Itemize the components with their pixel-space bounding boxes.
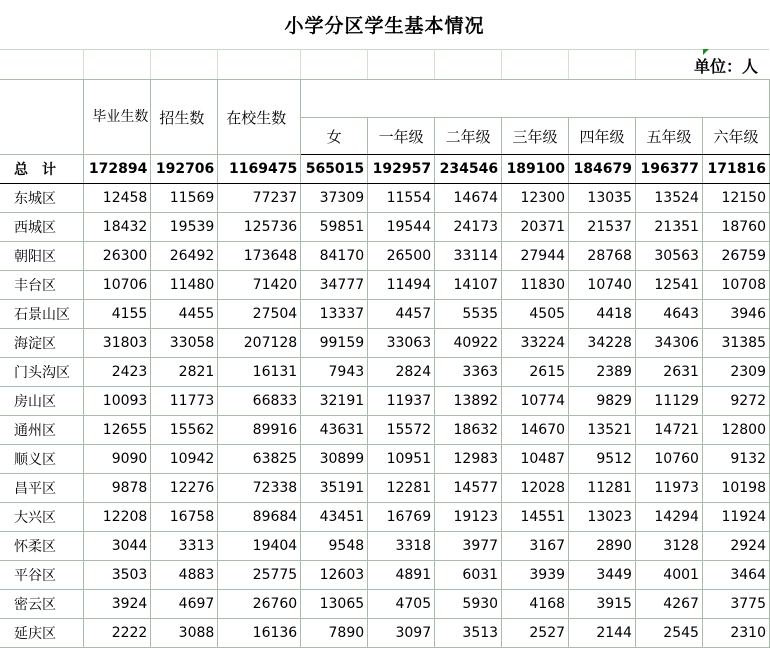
blank-cell[interactable] [368,49,435,79]
blank-cell[interactable] [84,49,151,79]
value-cell[interactable]: 5930 [435,590,502,619]
sheet-title[interactable]: 小学分区学生基本情况 [0,0,769,50]
table-row [0,416,770,445]
value-cell[interactable]: 35191 [301,474,368,503]
value-cell[interactable]: 3946 [702,300,769,329]
value-cell[interactable]: 1169475 [218,155,301,184]
total-row [0,155,770,184]
blank-cell[interactable] [218,49,301,79]
value-cell[interactable]: 26300 [84,242,151,271]
value-cell[interactable]: 196377 [635,155,702,184]
blank-header-cell[interactable] [0,80,84,155]
value-cell[interactable]: 207128 [218,329,301,358]
blank-cell[interactable] [435,49,502,79]
value-cell[interactable]: 11937 [368,387,435,416]
value-cell[interactable]: 3977 [435,532,502,561]
header-grade1[interactable]: 一年级 [368,118,435,155]
value-cell[interactable]: 4418 [569,300,636,329]
value-cell[interactable]: 11129 [635,387,702,416]
value-cell[interactable]: 4001 [635,561,702,590]
value-cell[interactable]: 13065 [301,590,368,619]
table-row [0,503,770,532]
value-cell[interactable]: 12028 [502,474,569,503]
value-cell[interactable]: 18432 [84,213,151,242]
district-name-cell[interactable]: 朝阳区 [0,242,84,271]
value-cell[interactable]: 27504 [218,300,301,329]
value-cell[interactable]: 63825 [218,445,301,474]
value-cell[interactable]: 12983 [435,445,502,474]
value-cell[interactable]: 12300 [502,184,569,213]
table-row [0,474,770,503]
value-cell[interactable]: 4891 [368,561,435,590]
district-name-cell[interactable]: 丰台区 [0,271,84,300]
value-cell[interactable]: 4643 [635,300,702,329]
value-cell[interactable]: 3775 [702,590,769,619]
value-cell[interactable]: 3924 [84,590,151,619]
value-cell[interactable]: 2615 [502,358,569,387]
value-cell[interactable]: 3449 [569,561,636,590]
value-cell[interactable]: 12276 [151,474,218,503]
value-cell[interactable]: 234546 [435,155,502,184]
value-cell[interactable]: 12281 [368,474,435,503]
value-cell[interactable]: 2821 [151,358,218,387]
value-cell[interactable]: 3044 [84,532,151,561]
value-cell[interactable]: 2545 [635,619,702,648]
value-cell[interactable]: 19539 [151,213,218,242]
district-name-cell[interactable]: 房山区 [0,387,84,416]
value-cell[interactable]: 12603 [301,561,368,590]
value-cell[interactable]: 9878 [84,474,151,503]
value-cell[interactable]: 99159 [301,329,368,358]
value-cell[interactable]: 14577 [435,474,502,503]
value-cell[interactable]: 33058 [151,329,218,358]
value-cell[interactable]: 59851 [301,213,368,242]
value-cell[interactable]: 11924 [702,503,769,532]
value-cell[interactable]: 33224 [502,329,569,358]
value-cell[interactable]: 4505 [502,300,569,329]
value-cell[interactable]: 13524 [635,184,702,213]
value-cell[interactable]: 2631 [635,358,702,387]
value-cell[interactable]: 11554 [368,184,435,213]
value-cell[interactable]: 2222 [84,619,151,648]
value-cell[interactable]: 14670 [502,416,569,445]
value-cell[interactable]: 3097 [368,619,435,648]
value-cell[interactable]: 13337 [301,300,368,329]
value-cell[interactable]: 12655 [84,416,151,445]
value-cell[interactable]: 14674 [435,184,502,213]
district-name-cell[interactable]: 延庆区 [0,619,84,648]
value-cell[interactable]: 84170 [301,242,368,271]
blank-cell[interactable] [0,49,84,79]
value-cell[interactable]: 11830 [502,271,569,300]
value-cell[interactable]: 71420 [218,271,301,300]
value-cell[interactable]: 3503 [84,561,151,590]
value-cell[interactable]: 89684 [218,503,301,532]
district-name-cell[interactable]: 总 计 [0,155,84,184]
district-name-cell[interactable]: 大兴区 [0,503,84,532]
value-cell[interactable]: 9090 [84,445,151,474]
table-row [0,184,770,213]
blank-cell[interactable] [301,49,368,79]
value-cell[interactable]: 11281 [569,474,636,503]
value-cell[interactable]: 20371 [502,213,569,242]
district-name-cell[interactable]: 通州区 [0,416,84,445]
value-cell[interactable]: 19544 [368,213,435,242]
value-cell[interactable]: 192957 [368,155,435,184]
value-cell[interactable]: 125736 [218,213,301,242]
value-cell[interactable]: 32191 [301,387,368,416]
table-row [0,387,770,416]
value-cell[interactable]: 3318 [368,532,435,561]
value-cell[interactable]: 34777 [301,271,368,300]
value-cell[interactable]: 3128 [635,532,702,561]
value-cell[interactable]: 21351 [635,213,702,242]
district-name-cell[interactable]: 顺义区 [0,445,84,474]
table-row [0,271,770,300]
district-name-cell[interactable]: 西城区 [0,213,84,242]
value-cell[interactable]: 30563 [635,242,702,271]
value-cell[interactable]: 13035 [569,184,636,213]
value-cell[interactable]: 2309 [702,358,769,387]
value-cell[interactable]: 4883 [151,561,218,590]
header-grade4[interactable]: 四年级 [569,118,636,155]
value-cell[interactable]: 172894 [84,155,151,184]
value-cell[interactable]: 28768 [569,242,636,271]
value-cell[interactable]: 4267 [635,590,702,619]
value-cell[interactable]: 37309 [301,184,368,213]
value-cell[interactable]: 173648 [218,242,301,271]
header-enrolled[interactable]: 招生数 [151,80,218,155]
header-grade6[interactable]: 六年级 [702,118,769,155]
district-name-cell[interactable]: 怀柔区 [0,532,84,561]
table-row [0,590,770,619]
value-cell[interactable]: 11494 [368,271,435,300]
value-cell[interactable]: 33063 [368,329,435,358]
header-merged-blank[interactable] [301,80,770,118]
value-cell[interactable]: 7943 [301,358,368,387]
value-cell[interactable]: 2144 [569,619,636,648]
value-cell[interactable]: 3939 [502,561,569,590]
value-cell[interactable]: 3167 [502,532,569,561]
table-row [0,358,770,387]
header-grade2[interactable]: 二年级 [435,118,502,155]
value-cell[interactable]: 26759 [702,242,769,271]
value-cell[interactable]: 10740 [569,271,636,300]
value-cell[interactable]: 5535 [435,300,502,329]
header-grade3[interactable]: 三年级 [502,118,569,155]
value-cell[interactable]: 4455 [151,300,218,329]
data-table [0,79,770,648]
value-cell[interactable]: 21537 [569,213,636,242]
value-cell[interactable]: 2423 [84,358,151,387]
district-name-cell[interactable]: 石景山区 [0,300,84,329]
header-in-school[interactable]: 在校生数 [218,80,301,155]
value-cell[interactable]: 9512 [569,445,636,474]
unit-row [0,49,770,79]
value-cell[interactable]: 11773 [151,387,218,416]
table-row [0,619,770,648]
value-cell[interactable]: 2389 [569,358,636,387]
value-cell[interactable]: 34306 [635,329,702,358]
value-cell[interactable]: 11480 [151,271,218,300]
value-cell[interactable]: 26760 [218,590,301,619]
value-cell[interactable]: 12208 [84,503,151,532]
value-cell[interactable]: 14721 [635,416,702,445]
table-row [0,300,770,329]
value-cell[interactable]: 2310 [702,619,769,648]
value-cell[interactable]: 4155 [84,300,151,329]
value-cell[interactable]: 24173 [435,213,502,242]
value-cell[interactable]: 565015 [301,155,368,184]
value-cell[interactable]: 12800 [702,416,769,445]
value-cell[interactable]: 33114 [435,242,502,271]
value-cell[interactable]: 34228 [569,329,636,358]
value-cell[interactable]: 2824 [368,358,435,387]
header-female[interactable]: 女 [301,118,368,155]
table-row [0,532,770,561]
value-cell[interactable]: 16758 [151,503,218,532]
table-row [0,213,770,242]
value-cell[interactable]: 13892 [435,387,502,416]
value-cell[interactable]: 12541 [635,271,702,300]
value-cell[interactable]: 11973 [635,474,702,503]
value-cell[interactable]: 10706 [84,271,151,300]
value-cell[interactable]: 43451 [301,503,368,532]
value-cell[interactable]: 3313 [151,532,218,561]
table-row [0,329,770,358]
value-cell[interactable]: 2527 [502,619,569,648]
value-cell[interactable]: 25775 [218,561,301,590]
value-cell[interactable]: 9829 [569,387,636,416]
value-cell[interactable]: 12458 [84,184,151,213]
value-cell[interactable]: 192706 [151,155,218,184]
value-cell[interactable]: 89916 [218,416,301,445]
value-cell[interactable]: 30899 [301,445,368,474]
value-cell[interactable]: 72338 [218,474,301,503]
value-cell[interactable]: 4168 [502,590,569,619]
value-cell[interactable]: 26492 [151,242,218,271]
value-cell[interactable]: 3088 [151,619,218,648]
value-cell[interactable]: 3915 [569,590,636,619]
district-name-cell[interactable]: 门头沟区 [0,358,84,387]
value-cell[interactable]: 19404 [218,532,301,561]
value-cell[interactable]: 184679 [569,155,636,184]
value-cell[interactable]: 4697 [151,590,218,619]
district-name-cell[interactable]: 平谷区 [0,561,84,590]
value-cell[interactable]: 13023 [569,503,636,532]
value-cell[interactable]: 2924 [702,532,769,561]
value-cell[interactable]: 10760 [635,445,702,474]
value-cell[interactable]: 189100 [502,155,569,184]
value-cell[interactable]: 4705 [368,590,435,619]
value-cell[interactable]: 18632 [435,416,502,445]
blank-cell[interactable] [569,49,636,79]
value-cell[interactable]: 15572 [368,416,435,445]
value-cell[interactable]: 14551 [502,503,569,532]
unit-label[interactable]: 单位：人 [693,57,758,76]
value-cell[interactable]: 16131 [218,358,301,387]
value-cell[interactable]: 31385 [702,329,769,358]
value-cell[interactable]: 12150 [702,184,769,213]
district-name-cell[interactable]: 密云区 [0,590,84,619]
district-name-cell[interactable]: 海淀区 [0,329,84,358]
value-cell[interactable]: 14294 [635,503,702,532]
value-cell[interactable]: 10198 [702,474,769,503]
value-cell[interactable]: 14107 [435,271,502,300]
district-name-cell[interactable]: 东城区 [0,184,84,213]
header-grade5[interactable]: 五年级 [635,118,702,155]
comment-indicator-icon [703,49,709,55]
district-name-cell[interactable]: 昌平区 [0,474,84,503]
value-cell[interactable]: 9132 [702,445,769,474]
blank-cell[interactable] [502,49,569,79]
value-cell[interactable]: 27944 [502,242,569,271]
value-cell[interactable]: 10487 [502,445,569,474]
value-cell[interactable]: 66833 [218,387,301,416]
value-cell[interactable]: 40922 [435,329,502,358]
value-cell[interactable]: 3513 [435,619,502,648]
value-cell[interactable]: 9548 [301,532,368,561]
table-row [0,445,770,474]
table-row [0,242,770,271]
value-cell[interactable]: 13521 [569,416,636,445]
value-cell[interactable]: 3363 [435,358,502,387]
value-cell[interactable]: 4457 [368,300,435,329]
value-cell[interactable]: 10942 [151,445,218,474]
value-cell[interactable]: 16136 [218,619,301,648]
value-cell[interactable]: 10093 [84,387,151,416]
value-cell[interactable]: 3464 [702,561,769,590]
value-cell[interactable]: 18760 [702,213,769,242]
header-graduates[interactable]: 毕业生数 [84,80,151,155]
value-cell[interactable]: 19123 [435,503,502,532]
value-cell[interactable]: 10774 [502,387,569,416]
value-cell[interactable]: 15562 [151,416,218,445]
value-cell[interactable]: 31803 [84,329,151,358]
value-cell[interactable]: 11569 [151,184,218,213]
value-cell[interactable]: 26500 [368,242,435,271]
value-cell[interactable]: 9272 [702,387,769,416]
blank-cell[interactable] [151,49,218,79]
value-cell[interactable]: 77237 [218,184,301,213]
value-cell[interactable]: 10951 [368,445,435,474]
value-cell[interactable]: 6031 [435,561,502,590]
value-cell[interactable]: 10708 [702,271,769,300]
table-row [0,561,770,590]
value-cell[interactable]: 2890 [569,532,636,561]
value-cell[interactable]: 171816 [702,155,769,184]
value-cell[interactable]: 43631 [301,416,368,445]
value-cell[interactable]: 16769 [368,503,435,532]
value-cell[interactable]: 7890 [301,619,368,648]
